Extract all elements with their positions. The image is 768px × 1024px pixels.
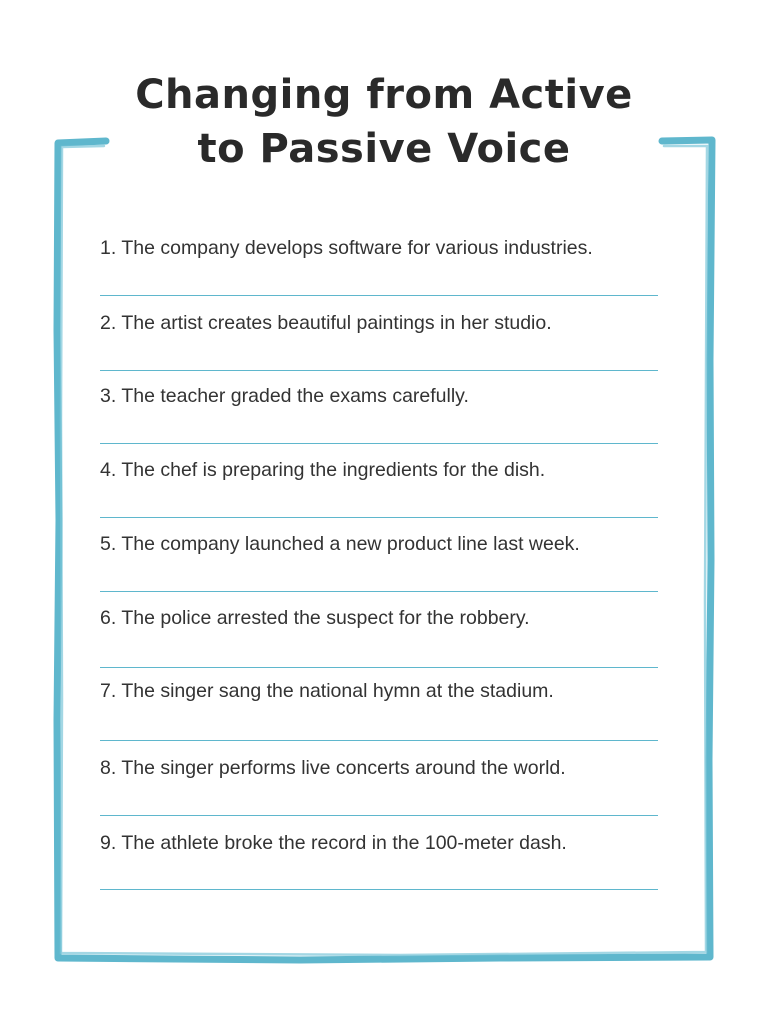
answer-line[interactable] [100, 667, 658, 668]
exercise-item [100, 600, 660, 636]
exercise-item [100, 673, 660, 709]
exercise-item [100, 378, 660, 414]
exercise-sentence: 7. The singer sang the national hymn at the stadium. [100, 680, 554, 702]
exercise-item [100, 526, 660, 562]
exercise-sentence: 3. The teacher graded the exams carefully. [100, 385, 469, 407]
answer-line[interactable] [100, 740, 658, 741]
exercise-sentence: 4. The chef is preparing the ingredients for the dish. [100, 459, 546, 481]
answer-line[interactable] [100, 591, 658, 592]
exercise-item [100, 750, 660, 786]
exercise-item [100, 305, 660, 341]
exercise-sentence: 8. The singer performs live concerts around the world. [100, 757, 566, 779]
exercise-item [100, 452, 660, 488]
title-line-2: to Passive Voice [197, 126, 571, 172]
exercise-sentence: 1. The company develops software for various industries. [100, 237, 593, 259]
exercise-sentence: 2. The artist creates beautiful paintings in her studio. [100, 312, 552, 334]
exercise-sentence: 6. The police arrested the suspect for the robbery. [100, 607, 530, 629]
answer-line[interactable] [100, 889, 658, 890]
worksheet-title [0, 68, 768, 176]
answer-line[interactable] [100, 517, 658, 518]
exercise-sentence: 5. The company launched a new product line last week. [100, 533, 580, 555]
answer-line[interactable] [100, 295, 658, 296]
answer-line[interactable] [100, 815, 658, 816]
exercise-sentence: 9. The athlete broke the record in the 100-meter dash. [100, 832, 567, 854]
answer-line[interactable] [100, 443, 658, 444]
title-line-1: Changing from Active [135, 72, 633, 118]
exercise-item [100, 825, 660, 861]
exercise-item [100, 230, 660, 266]
answer-line[interactable] [100, 370, 658, 371]
